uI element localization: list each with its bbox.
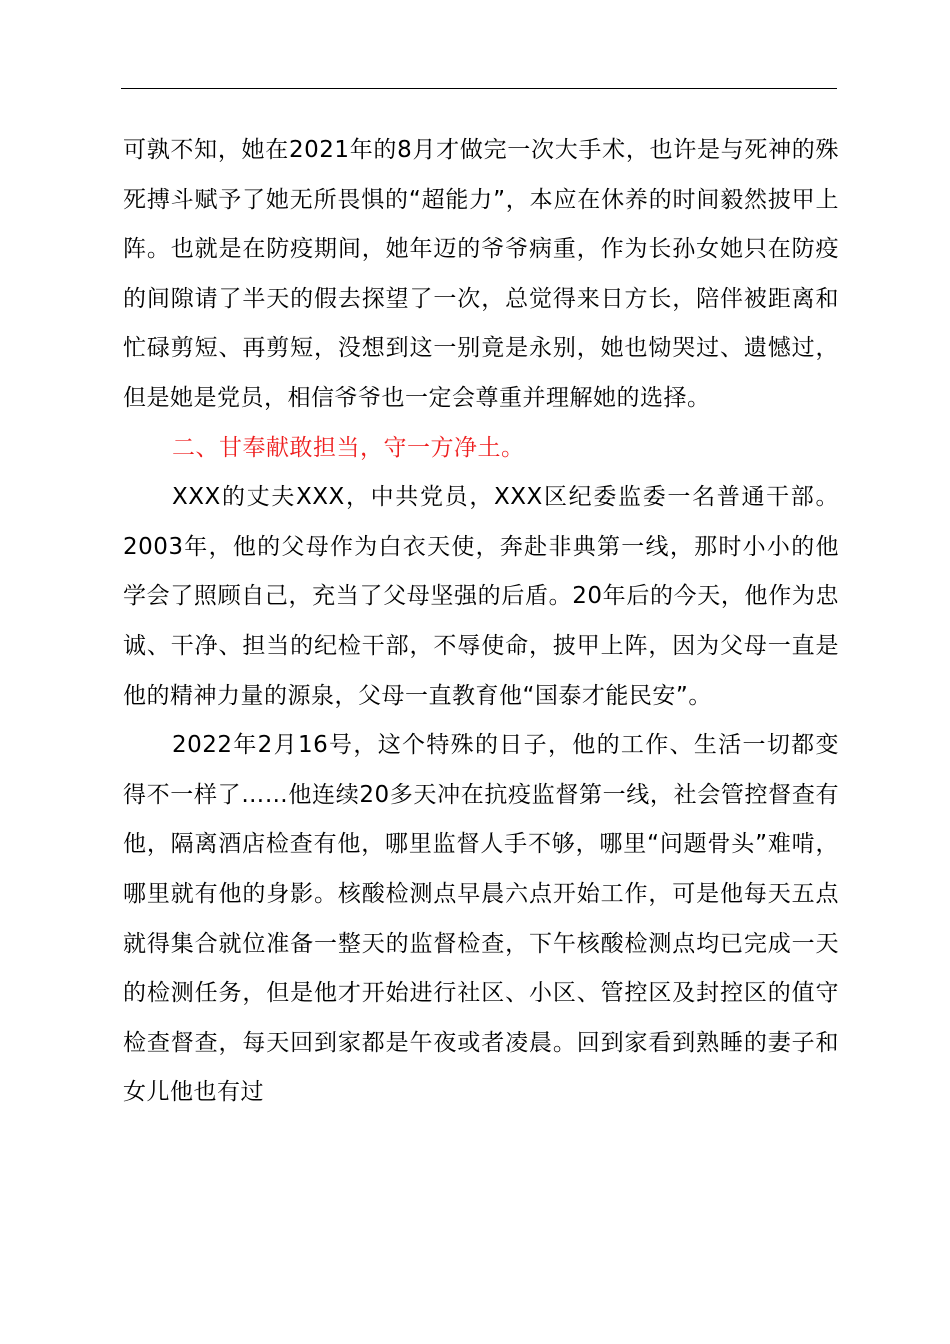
section-heading-2: 二、甘奉献敢担当，守一方净土。 bbox=[172, 434, 525, 461]
paragraph-2: XXX的丈夫XXX，中共党员，XXX区纪委监委一名普通干部。2003年，他的父母作为白衣天使，奔赴非典第一线，那时小小的他学会了照顾自己，充当了父母坚强的后盾。20年后的今天，他作为忠诚、干净、担当的纪检干部，不辱使命，披甲上阵，因为父母一直是他的精神力量的源泉，父母一直教育他“国泰才能民安”。 bbox=[123, 484, 839, 709]
paragraph-1: 可孰不知，她在2021年的8月才做完一次大手术，也许是与死神的殊死搏斗赋予了她无所畏惧的“超能力”，本应在休养的时间毅然披甲上阵。也就是在防疫期间，她年迈的爷爷病重，作为长孙女她只在防疫的间隙请了半天的假去探望了一次，总觉得来日方长，陪伴被距离和忙碌剪短、再剪短，没想到这一别竟是永别，她也恸哭过、遗憾过，但是她是党员，相信爷爷也一定会尊重并理解她的选择。 bbox=[123, 137, 839, 411]
paragraph-3: 2022年2月16号，这个特殊的日子，他的工作、生活一切都变得不一样了……他连续20多天冲在抗疫监督第一线，社会管控督查有他，隔离酒店检查有他，哪里监督人手不够，哪里“问题骨头”难啃，哪里就有他的身影。核酸检测点早晨六点开始工作，可是他每天五点就得集合就位准备一整天的监督检查，下午核酸检测点均已完成一天的检测任务，但是他才开始进行社区、小区、管控区及封控区的值守检查督查，每天回到家都是午夜或者凌晨。回到家看到熟睡的妻子和女儿他也有过 bbox=[123, 732, 839, 1106]
document-body bbox=[123, 126, 839, 1118]
header-rule bbox=[121, 88, 837, 89]
